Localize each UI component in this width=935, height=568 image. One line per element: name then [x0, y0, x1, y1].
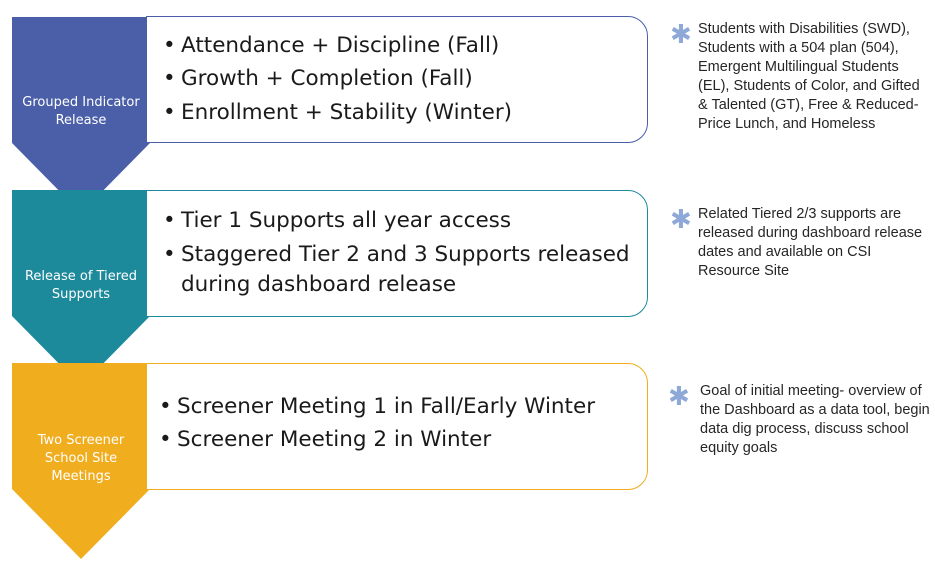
- stage-3-bullet: • Screener Meeting 2 in Winter: [159, 425, 647, 455]
- stage-2-bullet: • Tier 1 Supports all year access: [163, 206, 647, 236]
- stage-3-note-text: Goal of initial meeting- overview of the Dashboard as a data tool, begin data dig process, discuss school equity goals: [700, 383, 930, 456]
- stage-3-label-line-1: Two Screener: [37, 433, 125, 448]
- stage-2-label: [14, 268, 148, 304]
- stage-3-label-line-3: Meetings: [51, 469, 111, 484]
- stage-1-note: [670, 20, 935, 160]
- stage-3-note: [668, 382, 935, 462]
- stage-2-note: [670, 205, 935, 285]
- stage-1-panel: [146, 16, 648, 143]
- stage-1-label-line-1: Grouped Indicator: [22, 95, 140, 110]
- stage-2-note-text: Related Tiered 2/3 supports are released during dashboard release dates and available on CSI Resource Site: [698, 206, 923, 279]
- stage-3-panel: [146, 363, 648, 490]
- asterisk-icon: ✱: [668, 382, 690, 412]
- stage-3-label: [14, 432, 148, 486]
- stage-1-bullet-list: [163, 31, 647, 128]
- stage-2-bullet-list: [163, 206, 647, 300]
- stage-1-bullet: • Enrollment + Stability (Winter): [163, 98, 647, 128]
- stage-1-bullet: • Attendance + Discipline (Fall): [163, 31, 647, 61]
- stage-1-bullet: • Growth + Completion (Fall): [163, 64, 647, 94]
- stage-2-bullet: • Staggered Tier 2 and 3 Supports released during dashboard release: [163, 240, 651, 300]
- stage-1-note-text: Students with Disabilities (SWD), Students with a 504 plan (504), Emergent Multilingual Students (EL), Students of Color, and Gifted & Talented (GT), Free & Reduced-Price Lunch, and Homeless: [698, 21, 920, 132]
- asterisk-icon: ✱: [670, 205, 692, 235]
- stage-2-label-line-2: Supports: [51, 287, 111, 302]
- stage-1-label-line-2: Release: [55, 113, 107, 128]
- stage-3-bullet-list: [159, 392, 647, 455]
- stage-3-label-line-2: School Site: [44, 451, 118, 466]
- stage-2-panel: [146, 190, 648, 317]
- stage-2-label-line-1: Release of Tiered: [24, 269, 138, 284]
- stage-3-bullet: • Screener Meeting 1 in Fall/Early Winter: [159, 392, 647, 422]
- asterisk-icon: ✱: [670, 20, 692, 50]
- stage-1-label: [14, 94, 148, 130]
